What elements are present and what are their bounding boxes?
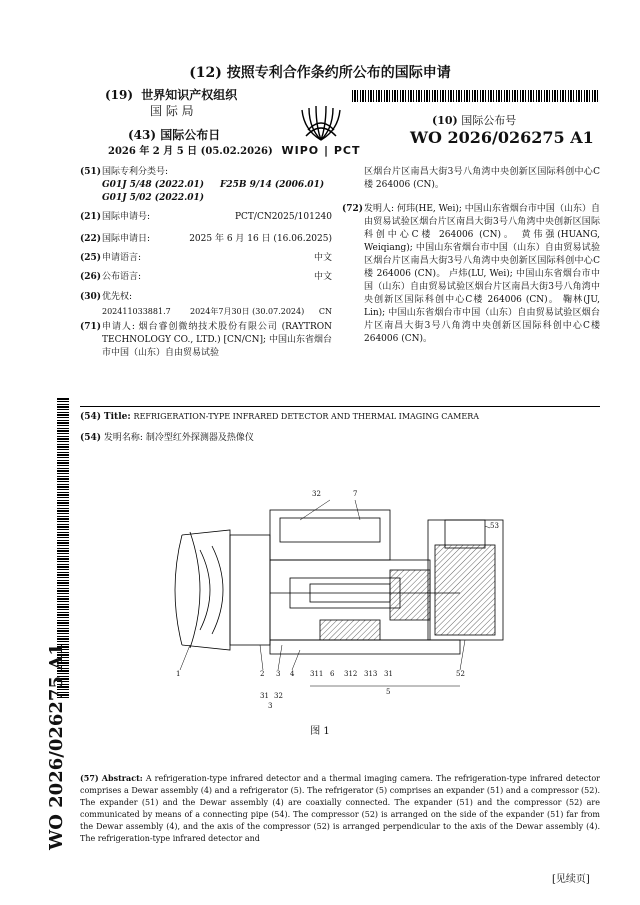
abstract-block <box>80 772 600 845</box>
ipc-class-1: G01J 5/48 (2022.01) <box>102 180 205 190</box>
ipc-class-2: F25B 9/14 (2006.01) <box>220 180 325 190</box>
figure-label-31: 31 <box>384 670 393 678</box>
figure-label-32: 32 <box>312 490 321 498</box>
pub-number-code: (10) <box>432 114 458 127</box>
filinglang-value: 中文 <box>313 253 332 263</box>
appno-label: 国际申请号: <box>102 212 151 222</box>
figure-label-3: 3 <box>276 670 281 678</box>
figure-label-312: 312 <box>344 670 358 678</box>
filing-language-row <box>80 252 332 266</box>
appno-value: PCT/CN2025/101240 <box>234 212 332 222</box>
filing-label: 国际申请日: <box>102 234 151 244</box>
priority-label: 优先权: <box>102 292 133 302</box>
filing-value: 2025 年 6 月 16 日 (16.06.2025) <box>189 234 332 244</box>
ipc-code: (51) <box>80 167 102 177</box>
header-barcode <box>352 90 600 102</box>
pub-date-value: 2026 年 2 月 5 日 (05.02.2026) <box>108 146 273 157</box>
org-name: 世界知识产权组织 <box>141 88 238 102</box>
priority-block <box>80 291 332 321</box>
application-number-row <box>80 211 332 225</box>
priority-code: (30) <box>80 292 102 302</box>
zh-title: 制冷型红外探测器及热像仪 <box>145 433 254 443</box>
pub-date-label: 国际公布日 <box>160 128 221 142</box>
ipc-block <box>80 166 330 206</box>
applicant-code: (71) <box>80 322 102 332</box>
biblio-column <box>80 166 330 206</box>
figure-label-53: 53 <box>490 522 499 530</box>
filinglang-code: (25) <box>80 253 102 263</box>
figure-label-6: 6 <box>330 670 335 678</box>
continued-marker: [见续页] <box>552 874 590 885</box>
inventor-text: 发明人: 何玮(HE, Wei); 中国山东省烟台市中国（山东）自由贸易试验区烟台片区南昌大街3号八角湾中央创新区国际科创中心C楼 264006 (CN)。 黄伟强(HUANG, Weiqiang); 中国山东省烟台市中国（山东）自由贸易试验区烟台片区南昌大街3号八角湾中央创新区国际科创中心C楼 264006 (CN)。 卢炜(LU, Wei); 中国山东省烟台市中国（山东）自由贸易试验区烟台片区南昌大街3号八角湾中央创新区国际科创中心C楼 264006 (CN)。 鞠林(JU, Lin); 中国山东省烟台市中国（山东）自由贸易试验区烟台片区南昌大街3号八角湾中央创新区国际科创中心C楼 264006 (CN)。 <box>364 204 600 344</box>
figure-label-5: 5 <box>386 688 391 696</box>
figure-label-4: 4 <box>290 670 295 678</box>
figure-label-311: 311 <box>310 670 324 678</box>
pub-date-label-line <box>128 126 220 143</box>
priority-date: 2024年7月30日 (30.07.2024) <box>190 307 305 316</box>
applicant-block <box>80 321 332 360</box>
publication-language-row <box>80 271 332 285</box>
abstract-label: Abstract: <box>101 773 143 783</box>
inventor-code: (72) <box>342 204 364 214</box>
applicant-text: 申请人: 烟台睿创微纳技术股份有限公司 (RAYTRON TECHNOLOGY CO., LTD.) [CN/CN]; 中国山东省烟台市中国（山东）自由贸易试验 <box>102 322 332 358</box>
ipc-label: 国际专利分类号: <box>102 167 169 177</box>
wipo-logo-text: WIPO | PCT <box>281 144 361 157</box>
priority-number: 202411033881.7 <box>102 307 171 316</box>
chinese-title-line <box>80 432 600 445</box>
figure-label-7: 7 <box>353 490 358 498</box>
figure-label-52: 52 <box>456 670 465 678</box>
publang-code: (26) <box>80 272 102 282</box>
pub-number-label: 国际公布号 <box>461 114 517 127</box>
priority-country: CN <box>318 307 332 316</box>
filing-date-row <box>80 233 332 247</box>
inventors-block <box>342 203 600 346</box>
title-code: (12) <box>189 65 222 81</box>
figure-caption: 图 1 <box>310 726 330 737</box>
side-pub-number: WO 2026/026275 A1 <box>46 643 67 850</box>
title-text: 按照专利合作条约所公布的国际申请 <box>226 65 451 81</box>
publang-value: 中文 <box>313 272 332 282</box>
english-title-line <box>80 410 600 424</box>
en-title-label: Title: <box>103 412 131 422</box>
applicant-address-continued: 区烟台片区南昌大街3号八角湾中央创新区国际科创中心C楼 264006 (CN)。 <box>364 167 600 190</box>
figure-label-31-b: 31 <box>260 692 269 700</box>
figure-label-1: 1 <box>176 670 181 678</box>
org-bureau: 国 际 局 <box>150 104 194 118</box>
filing-code: (22) <box>80 234 102 244</box>
en-title: REFRIGERATION-TYPE INFRARED DETECTOR AND THERMAL IMAGING CAMERA <box>133 412 480 421</box>
wipo-emblem-icon <box>276 100 366 144</box>
figure-1 <box>160 480 510 710</box>
pub-number-label-line <box>432 112 516 128</box>
ipc-class-3: G01J 5/02 (2022.01) <box>102 193 205 203</box>
figure-label-3-b: 3 <box>268 702 273 710</box>
filinglang-label: 申请语言: <box>102 253 142 263</box>
publang-label: 公布语言: <box>102 272 142 282</box>
abstract-code: (57) <box>80 773 99 783</box>
title-rule <box>80 406 600 407</box>
figure-label-313: 313 <box>364 670 378 678</box>
org-code: (19) <box>105 88 134 102</box>
pub-date-code: (43) <box>128 128 157 142</box>
org-line <box>105 86 237 103</box>
abstract-text: A refrigeration-type infrared detector and a thermal imaging camera. The refrigeration-type infrared detector comprises a Dewar assembly (4) and a refrigerator (5). The refrigerator (5) comprises an expander (51) and a compressor (52). The expander (51) and the Dewar assembly (4) are coaxially connected. The expander (51) and the compressor (52) are communicated by means of a connecting pipe (54). The compressor (52) is arranged on the side of the expander (51) far from the Dewar assembly (4), and the axis of the compressor (52) is arranged perpendicular to the axis of the Dewar assembly (4). The refrigeration-type infrared detector and <box>80 774 601 843</box>
figure-label-32-b: 32 <box>274 692 283 700</box>
pub-number: WO 2026/026275 A1 <box>410 128 594 147</box>
appno-code: (21) <box>80 212 102 222</box>
zh-title-label: 发明名称: <box>103 433 143 443</box>
en-title-code: (54) <box>80 412 102 422</box>
zh-title-code: (54) <box>80 433 102 443</box>
document-type-heading <box>0 62 640 82</box>
wipo-logo <box>276 100 366 160</box>
figure-label-2: 2 <box>260 670 265 678</box>
